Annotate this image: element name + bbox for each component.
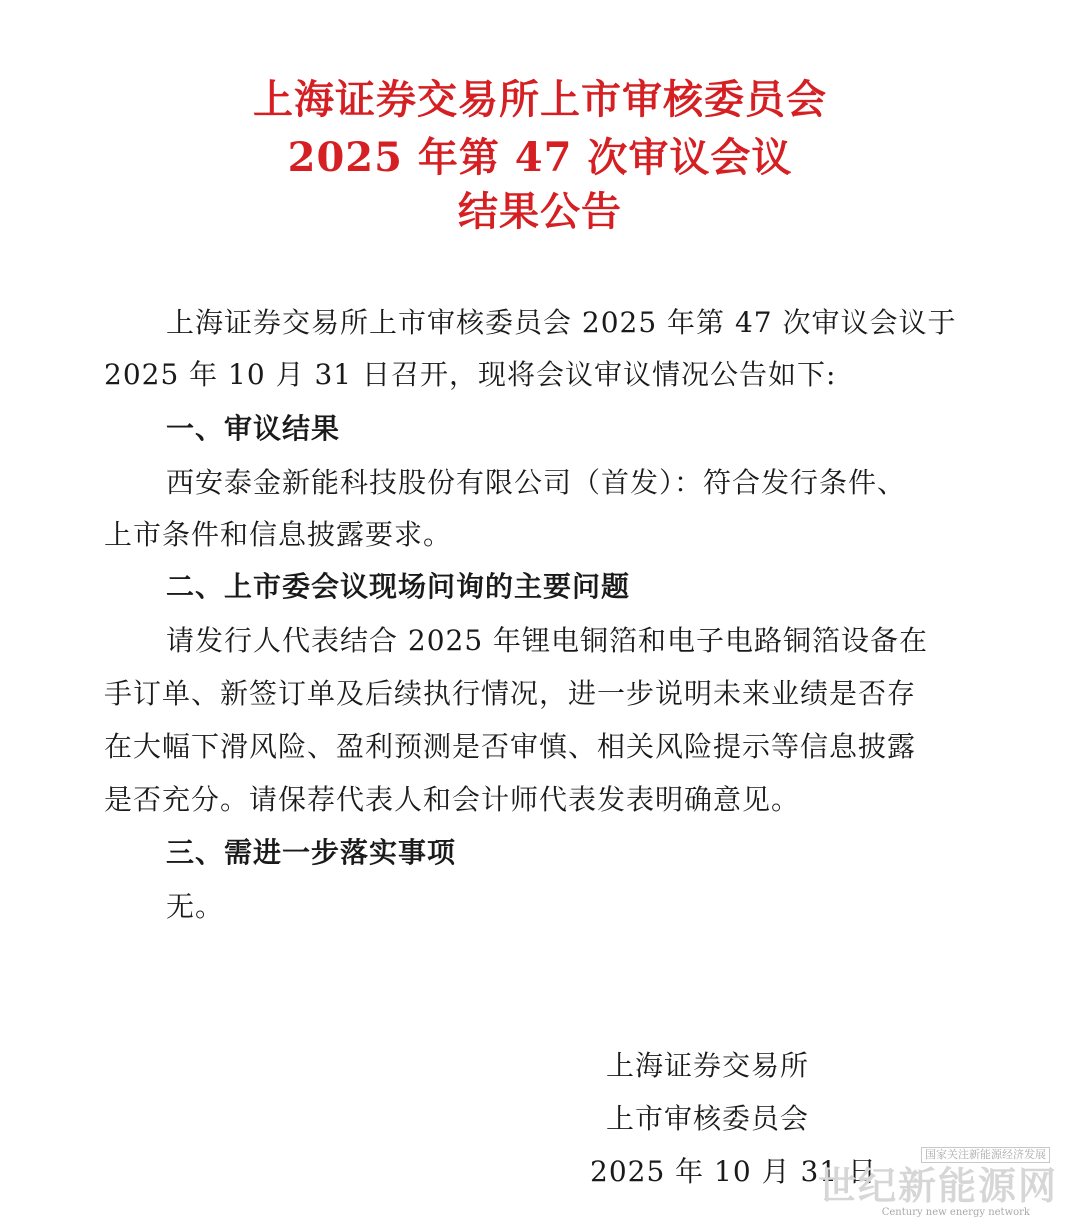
section-2-line-4: 是否充分。请保荐代表人和会计师代表发表明确意见。 — [104, 783, 801, 816]
section-1-heading: 一、审议结果 — [166, 412, 341, 445]
signature-org-line-1: 上海证券交易所 — [606, 1049, 810, 1082]
watermark-logo — [817, 1147, 1058, 1223]
intro-line-1: 上海证券交易所上市审核委员会 2025 年第 47 次审议会议于 — [166, 306, 957, 339]
signature-date: 2025 年 10 月 31 日 — [590, 1155, 878, 1188]
section-2-line-2: 手订单、新签订单及后续执行情况，进一步说明未来业绩是否存 — [104, 677, 917, 710]
intro-line-2: 2025 年 10 月 31 日召开，现将会议审议情况公告如下: — [104, 358, 837, 391]
title-line-2: 2025 年第 47 次审议会议 — [287, 134, 793, 181]
section-2-heading: 二、上市委会议现场问询的主要问题 — [166, 570, 631, 603]
watermark-slogan: 国家关注新能源经济发展 — [921, 1147, 1050, 1163]
section-2-line-1: 请发行人代表结合 2025 年锂电铜箔和电子电路铜箔设备在 — [166, 624, 929, 657]
signature-org-line-2: 上市审核委员会 — [606, 1102, 810, 1135]
section-3-line-1: 无。 — [166, 890, 225, 923]
title-line-3: 结果公告 — [458, 188, 622, 235]
section-1-line-1: 西安泰金新能科技股份有限公司（首发）：符合发行条件、 — [166, 466, 907, 499]
title-line-1: 上海证券交易所上市审核委员会 — [253, 76, 827, 123]
watermark-brand: 世纪新能源网 — [817, 1164, 1058, 1208]
section-3-heading: 三、需进一步落实事项 — [166, 836, 457, 869]
watermark-english: Century new energy network — [881, 1207, 1030, 1218]
section-2-line-3: 在大幅下滑风险、盈利预测是否审慎、相关风险提示等信息披露 — [104, 730, 917, 763]
section-1-line-2: 上市条件和信息披露要求。 — [104, 518, 453, 551]
